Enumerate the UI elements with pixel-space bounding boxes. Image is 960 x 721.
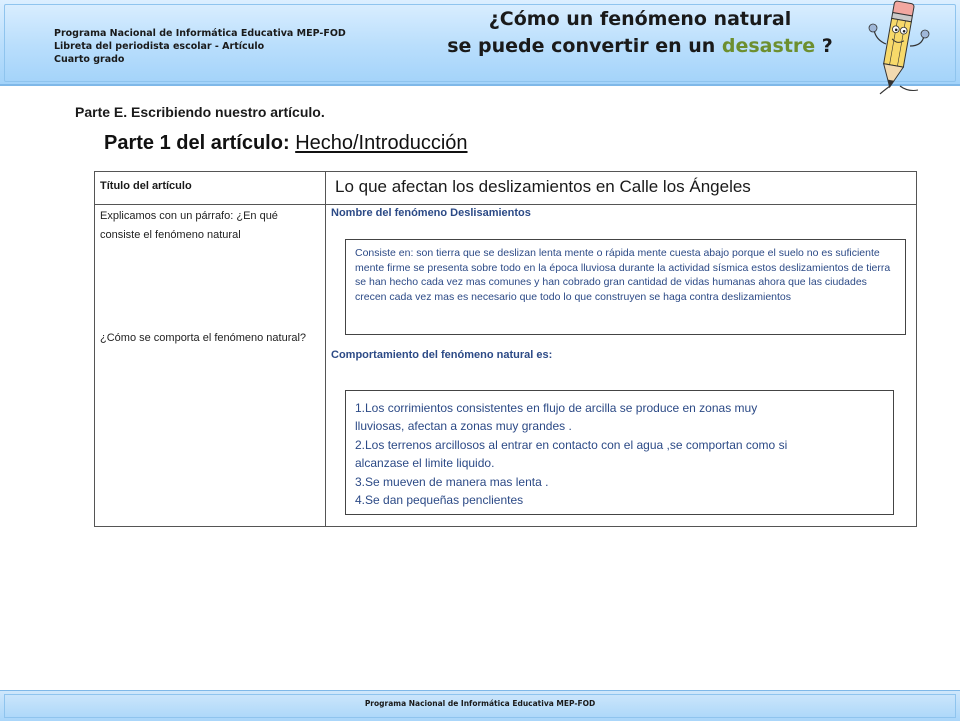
article-table [94,171,917,527]
behavior-line: 3.Se mueven de manera mas lenta . [355,474,549,489]
consiste-text-box: Consiste en: son tierra que se deslizan lenta mente o rápida mente cuesta abajo porque el suelo no es suficiente mente firme se presenta sobre todo en la época lluviosa durante la actividad sísmica estos deslizamientos de tierra se han hecho cada vez mas comunes y han cobrado gran cantidad de vidas humanas ahora que las ciudades crecen cada vez mas es necesario que todo lo que construyen se haga contra deslizamientos [345,239,906,335]
article-title-value: Lo que afectan los deslizamientos en Calle los Ángeles [335,177,751,196]
section-label: Parte E. Escribiendo nuestro artículo. [75,104,325,120]
behavior-text-box [345,390,894,515]
part-heading-underlined: Hecho/Introducción [295,132,468,154]
behavior-label: Comportamiento del fenómeno natural es: [331,349,553,361]
main-title-line2 [420,33,860,60]
pencil-character-icon [864,0,934,96]
header-band [0,0,960,86]
behavior-line: 2.Los terrenos arcillosos al entrar en contacto con el agua ,se comportan como si [355,437,788,452]
grade-level: Cuarto grado [54,54,125,65]
program-name: Programa Nacional de Informática Educativa MEP-FOD [54,28,346,39]
behavior-line: alcanzase el limite liquido. [355,456,495,471]
notebook-name: Libreta del periodista escolar - Artículo [54,41,265,52]
main-title-prefix: se puede convertir en un [447,35,722,57]
footer-text: Programa Nacional de Informática Educativa MEP-FOD [364,699,596,708]
main-title-line1: ¿Cómo un fenómeno natural [488,8,792,30]
part-heading [104,132,468,155]
footer-band [0,690,960,721]
part-heading-bold: Parte 1 del artículo: [104,132,290,154]
table-row-divider [95,204,916,205]
behavior-line: lluviosas, afectan a zonas muy grandes . [355,419,572,434]
behavior-line: 4.Se dan pequeñas penclientes [355,493,524,508]
main-title [420,6,860,60]
question-phenomenon-behavior: ¿Cómo se comporta el fenómeno natural? [100,332,307,344]
behavior-line: 1.Los corrimientos consistentes en flujo de arcilla se produce en zonas muy [355,401,758,415]
table-column-divider [325,172,326,526]
main-title-suffix: ? [815,35,833,57]
article-title-label: Título del artículo [100,180,192,192]
main-title-accent-word: desastre [721,35,816,57]
phenomenon-name: Nombre del fenómeno Deslisamientos [331,207,531,219]
program-info [54,27,346,66]
question-explain-phenomenon: Explicamos con un párrafo: ¿En qué consiste el fenómeno natural [100,210,278,241]
